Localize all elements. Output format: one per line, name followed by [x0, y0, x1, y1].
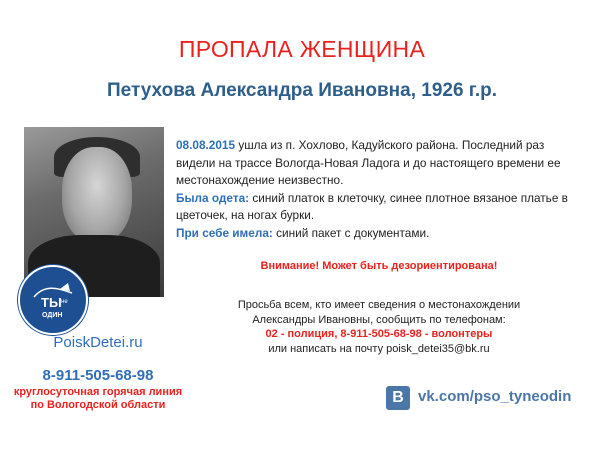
- organization-logo: [18, 265, 88, 335]
- dressed-text: синий платок в клеточку, синее плотное вязаное платье в цветочек, на ногах бурки.: [176, 190, 568, 222]
- warning-text: Внимание! Может быть дезориентирована!: [260, 260, 498, 272]
- vk-icon[interactable]: В: [386, 386, 410, 410]
- hotline-caption: [0, 386, 196, 412]
- contact-request: [176, 298, 582, 356]
- poster-title: ПРОПАЛА ЖЕНЩИНА: [178, 36, 426, 62]
- missing-date: 08.08.2015: [176, 138, 236, 152]
- description-block: [176, 137, 586, 242]
- carried-label: При себе имела:: [176, 225, 273, 240]
- logo-sub-text: не: [61, 299, 68, 305]
- missing-person-name: Петухова Александра Ивановна, 1926 г.р.: [107, 80, 497, 101]
- request-line-1: Просьба всем, кто имеет сведения о местонахождении: [237, 299, 521, 311]
- request-phones: 02 - полиция, 8-911-505-68-98 - волонтеры: [265, 328, 493, 340]
- hotline-caption-line-1: круглосуточная горячая линия: [13, 386, 183, 398]
- logo-main-text: ТЫ: [41, 295, 62, 310]
- dressed-label: Была одета:: [176, 190, 250, 205]
- logo-bottom-text: ОДИН: [42, 312, 63, 319]
- hotline-caption-line-2: по Вологодской области: [30, 399, 166, 411]
- hotline-phone[interactable]: 8-911-505-68-98: [42, 367, 154, 384]
- vk-link[interactable]: vk.com/pso_tyneodin: [418, 388, 572, 405]
- request-line-2: Александры Ивановны, сообщить по телефонам:: [252, 313, 506, 326]
- description-text: ушла из п. Хохлово, Кадуйского района. Последний раз видели на трассе Вологда-Новая Ладога и до настоящего времени ее местонахождение неизвестно.: [176, 138, 561, 187]
- website-link[interactable]: PoiskDetei.ru: [53, 334, 143, 351]
- request-email: или написать на почту poisk_detei35@bk.ru: [268, 342, 490, 355]
- carried-text: синий пакет с документами.: [272, 225, 430, 240]
